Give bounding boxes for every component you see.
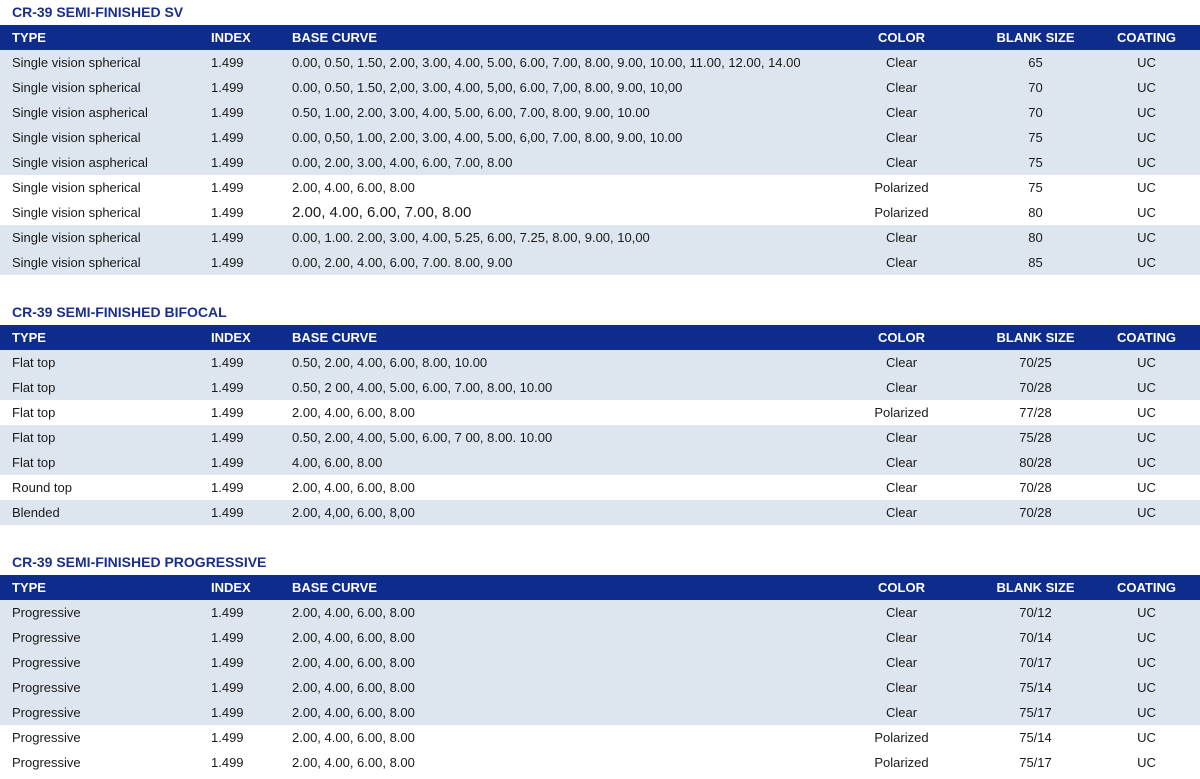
cell-type: Flat top [0,400,195,425]
cell-color: Polarized [825,175,978,200]
header-blank-size: BLANK SIZE [978,25,1093,50]
cell-index: 1.499 [195,350,267,375]
cell-coating: UC [1093,400,1200,425]
cell-blank-size: 80 [978,225,1093,250]
table-row [0,350,1200,375]
table-row [0,175,1200,200]
header-base-curve: BASE CURVE [267,325,825,350]
progressive-table [0,575,1200,775]
cell-color: Clear [825,125,978,150]
cell-base-curve: 0.50, 2.00, 4.00, 5.00, 6.00, 7 00, 8.00. 10.00 [267,425,825,450]
table-row [0,625,1200,650]
cell-color: Polarized [825,725,978,750]
table-row [0,725,1200,750]
cell-index: 1.499 [195,250,267,275]
cell-base-curve: 2.00, 4.00, 6.00, 8.00 [267,600,825,625]
cell-coating: UC [1093,375,1200,400]
cell-coating: UC [1093,500,1200,525]
cell-coating: UC [1093,750,1200,775]
cell-type: Flat top [0,450,195,475]
bifocal-table [0,325,1200,525]
cell-color: Clear [825,625,978,650]
cell-type: Single vision aspherical [0,150,195,175]
cell-color: Clear [825,50,978,75]
cell-index: 1.499 [195,750,267,775]
cell-index: 1.499 [195,75,267,100]
cell-base-curve: 0.00, 0,50, 1.00, 2.00, 3.00, 4.00, 5.00, 6,00, 7.00, 8.00, 9.00, 10.00 [267,125,825,150]
cell-index: 1.499 [195,675,267,700]
cell-coating: UC [1093,350,1200,375]
table-row [0,675,1200,700]
cell-color: Clear [825,600,978,625]
cell-type: Progressive [0,675,195,700]
cell-blank-size: 80 [978,200,1093,225]
table-row [0,250,1200,275]
cell-base-curve: 0.00, 0.50, 1.50, 2,00, 3.00, 4.00, 5,00, 6.00, 7,00, 8.00, 9.00, 10,00 [267,75,825,100]
cell-coating: UC [1093,225,1200,250]
table-row [0,450,1200,475]
cell-base-curve: 2.00, 4.00, 6.00, 7.00, 8.00 [267,200,825,225]
cell-color: Polarized [825,200,978,225]
table-row [0,150,1200,175]
cell-blank-size: 85 [978,250,1093,275]
sv-table [0,25,1200,275]
cell-base-curve: 2.00, 4.00, 6.00, 8.00 [267,475,825,500]
table-row [0,650,1200,675]
cell-index: 1.499 [195,650,267,675]
cell-blank-size: 75/14 [978,675,1093,700]
table-row [0,400,1200,425]
cell-base-curve: 0.00, 2.00, 3.00, 4.00, 6.00, 7.00, 8.00 [267,150,825,175]
cell-type: Progressive [0,600,195,625]
cell-base-curve: 4.00, 6.00, 8.00 [267,450,825,475]
cell-type: Progressive [0,700,195,725]
cell-blank-size: 75/17 [978,700,1093,725]
header-blank-size: BLANK SIZE [978,575,1093,600]
table-row [0,225,1200,250]
table-row [0,375,1200,400]
cell-type: Flat top [0,425,195,450]
section-title: CR-39 SEMI-FINISHED SV [12,4,184,20]
cell-index: 1.499 [195,50,267,75]
cell-index: 1.499 [195,175,267,200]
cell-type: Single vision spherical [0,225,195,250]
header-index: INDEX [195,325,267,350]
cell-index: 1.499 [195,475,267,500]
cell-blank-size: 75 [978,150,1093,175]
cell-color: Clear [825,225,978,250]
section-semi-finished-sv [0,0,1200,275]
cell-coating: UC [1093,450,1200,475]
cell-index: 1.499 [195,225,267,250]
header-blank-size: BLANK SIZE [978,325,1093,350]
cell-color: Clear [825,475,978,500]
header-index: INDEX [195,25,267,50]
cell-index: 1.499 [195,400,267,425]
cell-color: Clear [825,675,978,700]
cell-coating: UC [1093,125,1200,150]
table-row [0,425,1200,450]
cell-coating: UC [1093,625,1200,650]
cell-type: Flat top [0,375,195,400]
cell-blank-size: 70/28 [978,475,1093,500]
cell-coating: UC [1093,650,1200,675]
cell-coating: UC [1093,675,1200,700]
cell-blank-size: 77/28 [978,400,1093,425]
header-base-curve: BASE CURVE [267,25,825,50]
header-coating: COATING [1093,25,1200,50]
cell-type: Single vision spherical [0,75,195,100]
section-semi-finished-progressive [0,550,1200,775]
cell-blank-size: 70 [978,75,1093,100]
header-index: INDEX [195,575,267,600]
cell-index: 1.499 [195,200,267,225]
cell-type: Round top [0,475,195,500]
cell-coating: UC [1093,425,1200,450]
cell-type: Progressive [0,725,195,750]
cell-blank-size: 70/17 [978,650,1093,675]
cell-type: Single vision spherical [0,125,195,150]
cell-blank-size: 70/14 [978,625,1093,650]
cell-type: Single vision aspherical [0,100,195,125]
cell-base-curve: 2.00, 4.00, 6.00, 8.00 [267,675,825,700]
cell-base-curve: 0.50, 2 00, 4.00, 5.00, 6.00, 7.00, 8.00, 10.00 [267,375,825,400]
cell-blank-size: 70/28 [978,500,1093,525]
cell-index: 1.499 [195,150,267,175]
cell-base-curve: 0.50, 2.00, 4.00, 6.00, 8.00, 10.00 [267,350,825,375]
cell-coating: UC [1093,700,1200,725]
cell-coating: UC [1093,725,1200,750]
table-row [0,125,1200,150]
cell-blank-size: 70/28 [978,375,1093,400]
cell-color: Polarized [825,750,978,775]
cell-coating: UC [1093,475,1200,500]
table-row [0,200,1200,225]
cell-blank-size: 75 [978,175,1093,200]
cell-base-curve: 2.00, 4.00, 6.00, 8.00 [267,700,825,725]
cell-color: Clear [825,100,978,125]
cell-base-curve: 2.00, 4.00, 6.00, 8.00 [267,400,825,425]
cell-color: Clear [825,375,978,400]
cell-base-curve: 0.00, 1.00. 2.00, 3.00, 4.00, 5.25, 6.00, 7.25, 8.00, 9.00, 10,00 [267,225,825,250]
header-type: TYPE [0,25,195,50]
table-row [0,750,1200,775]
table-header-row [0,325,1200,350]
cell-coating: UC [1093,200,1200,225]
cell-color: Clear [825,650,978,675]
header-coating: COATING [1093,575,1200,600]
cell-blank-size: 75/14 [978,725,1093,750]
cell-base-curve: 2.00, 4.00, 6.00, 8.00 [267,175,825,200]
cell-coating: UC [1093,600,1200,625]
table-row [0,700,1200,725]
cell-blank-size: 75/17 [978,750,1093,775]
table-row [0,475,1200,500]
cell-color: Clear [825,250,978,275]
cell-index: 1.499 [195,125,267,150]
cell-coating: UC [1093,250,1200,275]
cell-color: Clear [825,350,978,375]
cell-blank-size: 70/12 [978,600,1093,625]
cell-index: 1.499 [195,600,267,625]
cell-type: Single vision spherical [0,250,195,275]
cell-coating: UC [1093,50,1200,75]
table-row [0,100,1200,125]
cell-type: Single vision spherical [0,175,195,200]
cell-blank-size: 70 [978,100,1093,125]
section-title: CR-39 SEMI-FINISHED BIFOCAL [12,304,227,320]
cell-color: Clear [825,150,978,175]
cell-base-curve: 2.00, 4.00, 6.00, 8.00 [267,750,825,775]
cell-index: 1.499 [195,375,267,400]
table-row [0,500,1200,525]
header-color: COLOR [825,575,978,600]
cell-index: 1.499 [195,725,267,750]
table-row [0,600,1200,625]
cell-blank-size: 70/25 [978,350,1093,375]
cell-base-curve: 0.50, 1.00, 2.00, 3.00, 4.00, 5.00, 6.00, 7.00, 8.00, 9.00, 10.00 [267,100,825,125]
cell-type: Progressive [0,650,195,675]
cell-blank-size: 75/28 [978,425,1093,450]
table-row [0,50,1200,75]
cell-color: Clear [825,500,978,525]
cell-index: 1.499 [195,500,267,525]
cell-type: Single vision spherical [0,200,195,225]
cell-coating: UC [1093,175,1200,200]
section-title: CR-39 SEMI-FINISHED PROGRESSIVE [12,554,267,570]
cell-blank-size: 75 [978,125,1093,150]
cell-index: 1.499 [195,450,267,475]
header-color: COLOR [825,325,978,350]
cell-base-curve: 2.00, 4.00, 6.00, 8.00 [267,725,825,750]
cell-color: Clear [825,700,978,725]
table-header-row [0,575,1200,600]
header-type: TYPE [0,325,195,350]
table-row [0,75,1200,100]
header-base-curve: BASE CURVE [267,575,825,600]
cell-type: Blended [0,500,195,525]
cell-index: 1.499 [195,425,267,450]
cell-coating: UC [1093,150,1200,175]
header-color: COLOR [825,25,978,50]
cell-coating: UC [1093,100,1200,125]
cell-base-curve: 0.00, 0.50, 1.50, 2.00, 3.00, 4.00, 5.00, 6.00, 7.00, 8.00, 9.00, 10.00, 11.00, 12.00, 14.00 [267,50,825,75]
cell-type: Progressive [0,625,195,650]
cell-color: Clear [825,75,978,100]
cell-base-curve: 2.00, 4.00, 6.00, 8.00 [267,650,825,675]
cell-type: Single vision spherical [0,50,195,75]
cell-coating: UC [1093,75,1200,100]
cell-color: Clear [825,450,978,475]
cell-color: Clear [825,425,978,450]
cell-type: Flat top [0,350,195,375]
cell-index: 1.499 [195,700,267,725]
cell-base-curve: 2.00, 4.00, 6.00, 8.00 [267,625,825,650]
cell-type: Progressive [0,750,195,775]
cell-blank-size: 65 [978,50,1093,75]
cell-index: 1.499 [195,100,267,125]
cell-color: Polarized [825,400,978,425]
cell-base-curve: 0.00, 2.00, 4.00, 6.00, 7.00. 8.00, 9.00 [267,250,825,275]
header-coating: COATING [1093,325,1200,350]
cell-blank-size: 80/28 [978,450,1093,475]
cell-base-curve: 2.00, 4,00, 6.00, 8,00 [267,500,825,525]
cell-index: 1.499 [195,625,267,650]
table-header-row [0,25,1200,50]
section-semi-finished-bifocal [0,300,1200,525]
header-type: TYPE [0,575,195,600]
